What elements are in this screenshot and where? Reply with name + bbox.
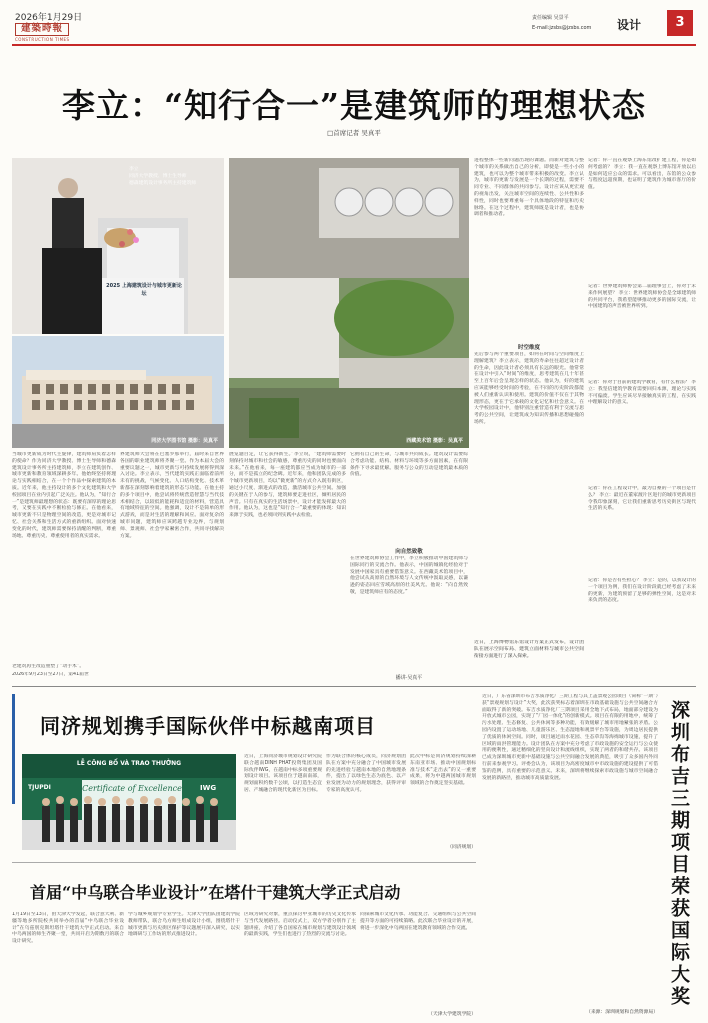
article4-col2: 学与城乡规划学专业学生。天津大学团队由建筑学院教师带队，联合乌方师生组成设计小组，围绕塔什干城市更新与历史街区保护等议题展开深入研究，以实地调研与工作坊的形式推进设计。	[128, 912, 240, 938]
newspaper-logo: 建築時報	[15, 23, 69, 36]
speaker-photo	[12, 158, 224, 334]
article1-col6-b: 记者：世界建筑师协会第二届理事会上，你对于未来作何展望？ 李立：世界建筑师协会是全球建筑师的共同平台，我希望能够推动更多的国际交流，让中国建筑的声音被世界听到。	[588, 284, 696, 310]
museum-photo	[229, 158, 469, 448]
speaker-caption: 李立 同济大学教授、博士生导师 德森建筑设计事务所主持建筑师	[129, 167, 197, 186]
article2-title: 同济规划携手国际伙伴中标越南项目	[40, 714, 376, 738]
award-illustration	[22, 754, 236, 850]
article2-accent-bar	[12, 694, 15, 804]
museum-photo-credit: 西藏美术馆 摄影：吴真平	[406, 438, 463, 444]
article1-col1-date: 2026年9月23日至27日，第41届世	[12, 672, 89, 677]
article1-col3: 展览题目定，让它获得新生。”李立说，“建筑师需要时刻保持对城市和社会的敏感，尊重历史的同时也要面向未来。”在他看来，每一座建筑都应当成为城市的一部分，而不是孤立的纪念碑。近年来，他和团队完成的多个城市更新项目，均以“微更新”的方式介入既有街区，通过小尺度、渐进式的改造，激活城市公共空间。加强的关键在于人的参与，建筑师要走进社区，倾听居民的声音。只有在真实的生活场景中，设计才能发挥最大的作用。他认为，这也是“知行合一”最重要的体现：知识来源于实践，也必须回到实践中去检验。	[229, 452, 346, 519]
qa2-question: 记者：世界建筑师协会第二届理事会上，你对于未来作何展望？	[588, 284, 696, 296]
article4-col3: 区域为研究对象，重点探讨中亚城市的历史文化传承与当代发展路径。启动仪式上，双方学者分别作了主题讲座，介绍了各自国家在城市规划与建筑设计领域的最新实践，学生们也进行了热烈的交流与讨论。	[244, 912, 356, 938]
article2-col2: 作为联合体的核心成员，同济规划团队在方案中充分融合了中国城市发展的先进经验与越南本地的自然地理条件，提出了以绿色生态为底色、以产业发展为动力的规划理念，获得评审专家的高度认可。	[326, 754, 406, 793]
award-certificate-text: Certificate of Excellence	[82, 784, 182, 793]
article1-col4-bottom: 在世界建筑师协会工作中，李立积极推动中国建筑师与国际同行的交流合作。他表示，中国的城镇化经验对于发展中国家具有重要借鉴意义。在西藏美术馆项目中，他尝试从高原的自然环境与人文传统中汲取灵感，以谦逊的姿态回应雪域高原的壮美风光。他说：“向自然致敬，是建筑师应有的态度。”	[350, 556, 468, 595]
editor-email: E-mail:jzsbs@jzsbs.com	[532, 25, 592, 31]
page-header	[0, 0, 708, 44]
article1-col5-top: 进程整体一些新问题出现的课题。而新对建筑与整个城市的关系做出自己的分析，即使是一些小小的建筑，也可以为整个城市带来积极的改变。李立认为，城市的更新与发展是一个长期的过程，需要不同专业、不同群体的共同参与。设计应该从更宏观的视角出发，关注城市空间的连续性、公共性和多样性，同时也要尊重每一个具体地段的特征和历史脉络。在这个过程中，建筑师既是设计者，也是协调者和推动者。	[474, 158, 584, 218]
header-rule	[12, 44, 696, 46]
article1-bottom-caption: 近日，上海博物馆东馆设计方案正式发布，设计团队在展示空间布局、建筑立面材料与城市公共空间衔接方面进行了深入探索。	[474, 640, 584, 659]
article1-col1: 当城市更新成为时代主旋律，建筑师肩负着怎样的使命？作为同济大学教授、博士生导师和德森建筑设计事务所主持建筑师，李立在建筑创作、城市更新和教育领域深耕多年。他始终坚持将理论与实践相结合，在一个个作品中探索建筑的本质。近年来，他主持设计的多个文化建筑和大学校园项目在业内引起广泛关注。他认为，“知行合一”是建筑师最理想的状态：既要有深厚的理论思考，又要在实践中不断检验与修正。在他看来，城市更新不只是物理空间的改造，更是对城市记忆、社会关系和生活方式的重新组织。面对快速变化的时代，建筑师需要保持清醒的判断，尊重场地、尊重历史、尊重使用者的真实需求。	[12, 452, 116, 539]
editor-credit: 责任编辑 吴景平	[532, 15, 569, 21]
award-brand-left: TJUPDI	[28, 784, 51, 791]
article4-col1: 1月19日至13日，由天津大学发起，联合意大利、新疆等地多所院校共同举办的首届“中乌联合毕业设计”在乌兹别克斯坦塔什干建筑大学正式启动。来自中乌两国的师生齐聚一堂，共同开启为期数月的联合设计研究。	[12, 912, 124, 945]
forum-label: 2025 上海建筑设计与城市更新论坛	[106, 283, 182, 297]
qa1-question: 记者：你一直在观察上海东馆改扩建工程，你是如何考虑的？	[588, 158, 696, 170]
article1-title: 李立：“知行合一”是建筑师的理想状态	[62, 86, 646, 125]
article1-col2: 界建筑师大会将在巴塞罗那举行，届时来自世界各国的职业建筑师将齐聚一堂。作为本届大会的重要议题之一，城市更新与可持续发展将得到深入讨论。李立表示，当代建筑实践正面临着前所未有的挑战，气候变化、人口结构变化、技术革新都在深刻影响着建筑的形态与功能。在他主持的多个项目中，他尝试将传统营造智慧与当代技术相结合，以较低的能耗和适宜的材料，营造具有地域特征的空间。他强调，设计不是简单的形式游戏，而是对生活的理解和回应。面对复杂的城市问题，建筑师应该跨越专业边界，与规划师、景观师、社会学家紧密合作，共同寻找解决方案。	[120, 452, 224, 539]
article2-col3: 此次中标是同济规划持续深耕东南亚市场、推动中国规划标准与技术“走出去”的又一重要成果，将为中越两国城市规划领域的合作奠定坚实基础。	[410, 754, 476, 787]
article4-divider	[12, 862, 476, 863]
library-illustration	[12, 336, 224, 448]
article3-title: 深圳布吉三期项目荣获国际大奖	[668, 700, 690, 1008]
award-banner-text: LỄ CÔNG BỐ VÀ TRAO THƯỞNG	[76, 760, 182, 767]
article3-body: 近日，广东省深圳市布吉水质净化厂三期工程与其上盖景观公园项目（简称“一期”）获“景观规划与设计”大奖，此次获奖标志着深圳在市政基础设施与公共空间融合方面取得了新的突破。布吉水质净化厂三期项目采用全地下式布局，地面部分建设为开放式城市公园，实现了“厂园一体化”的创新模式。项目在有限的用地中，统筹了污水处理、生态修复、公共休闲等多种功能，有效缓解了城市用地紧张的矛盾。公园内设置了运动场地、儿童游乐区、生态湿地和观景平台等设施，为周边居民提供了优质的休闲空间。同时，项目通过雨水花园、生态草沟等海绵城市设施，提升了区域的雨洪管理能力。设计团队在方案中充分考虑了市政设施的安全运行与公众使用的便利性，通过精细化的竖向设计和流线组织，实现了两者的和谐共存。该项目已成为深圳城市更新中基础设施与公共空间融合发展的典范，吸引了众多国内外同行前来参观学习。评委会认为，该项目为高密度城市中市政设施的建设提供了可借鉴的范例，具有重要的示范意义。未来，深圳将继续探索市政设施与城市空间融合发展的新路径，推动城市高质量发展。	[482, 694, 658, 781]
section-divider	[12, 686, 696, 687]
issue-date: 2026年1月29日	[15, 13, 83, 23]
article1-col6-c: 记者：你对于目前的建筑学教育，有什么看法？ 李立：我坚信建筑学教育需要回归本源，理论与实践不可偏废。学生应该尽早接触真实的工程，在实践中理解设计的意义。	[588, 380, 696, 406]
library-photo	[12, 336, 224, 448]
article1-subhead1: 时空维度	[517, 345, 540, 351]
article1-col6-a: 记者：你一直在观察上海东馆改扩建工程，你是如何考虑的？ 李立：我一直在观察上博东馆开放以后是如何适应公众的需求。可以看出，东馆的公众参与程度远超预期，也证明了建筑作为城市客厅的价值。	[588, 158, 696, 191]
newspaper-logo-en: CONSTRUCTION TIMES	[15, 37, 70, 42]
article1-byline: □首席记者 吴真平	[327, 129, 381, 137]
qa5-question: 记者：你是否有些担心？	[588, 578, 642, 583]
award-brand-right: IWG	[200, 784, 217, 792]
page-number: 3	[667, 10, 693, 36]
qa3-question: 记者：你对于目前的建筑学教育，有什么看法？	[588, 380, 690, 385]
article1-subhead2: 向自然致敬	[395, 549, 423, 555]
article4-col4: 同探索城市文化传承、功能复合、交通组织与公共空间提升等方面的可持续策略。此次联合毕业设计的开展，将进一步深化中乌两国在建筑教育领域的合作交流。	[360, 912, 476, 931]
qa4-question: 记者：你在工程设计中，最为自豪的一个项目是什么？	[588, 486, 696, 498]
article2-col1: 近日，上海同济城市规划设计研究院联合越南DINH PHAT投资集团及国际伙伴IWG，在越南中标多项重要规划设计项目。该项目位于越南南部，规划面积约数千公顷，以打造生态宜居、产城融合的现代化新区为目标。	[244, 754, 322, 793]
article1-col6-e: 记者：你是否有些担心？ 李立：是的，以我设计的一个项目为例，我们在设计阶段就已经考虑了未来的更新，为建筑预留了足够的弹性空间，这是对未来负责的态度。	[588, 578, 696, 604]
article1-col6-d: 记者：你在工程设计中，最为自豪的一个项目是什么？ 李立：最近在董家渡片区进行的城市更新项目令我印象深刻，它让我们重新思考历史街区与现代生活的关系。	[588, 486, 696, 512]
article1-col4-top: 它拥有自己的生命，与城市共同成长。建筑设计需要综合考虑功能、结构、材料与环境等多方面因素，在有限条件下寻求最优解。服务与公众的互动是建筑最本质的价值。	[350, 452, 468, 478]
library-photo-credit: 同济大学图书馆 摄影：吴真平	[151, 438, 218, 444]
article4-source: （天津大学建筑学院）	[428, 1012, 476, 1017]
museum-illustration	[229, 158, 469, 448]
article1-end-note: 播讲·吴真平	[395, 675, 423, 681]
article1-col5-bottom: 先后参与两个重要项目，如何在时间与空间维度上理解建筑？李立表示，建筑的寿命往往超过设计者的生命，因此设计者必须具有长远的眼光。他常常在设计中引入“时间”的维度，思考建筑在几十年甚至上百年后会呈现怎样的状态。他认为，好的建筑应该能够经受时间的考验，在不同的历史阶段都能被人们重新认识和使用。建筑的价值不仅在于其物理形态，更在于它承载的文化记忆和社会意义。在大学校园设计中，他特别注重营造有利于交流与思考的公共空间，让建筑成为知识传播和思想碰撞的场所。	[474, 352, 584, 425]
section-name: 设计	[617, 18, 642, 32]
article3-source: （来源：深圳规划和自然资源局）	[586, 1010, 658, 1015]
article1-col1-end: 老建筑再生改造重塑了“动手术”。	[12, 664, 85, 669]
award-photo	[22, 754, 236, 850]
article2-source: （同济规划）	[447, 845, 476, 850]
article4-title: 首届“中乌联合毕业设计”在塔什干建筑大学正式启动	[30, 883, 401, 902]
